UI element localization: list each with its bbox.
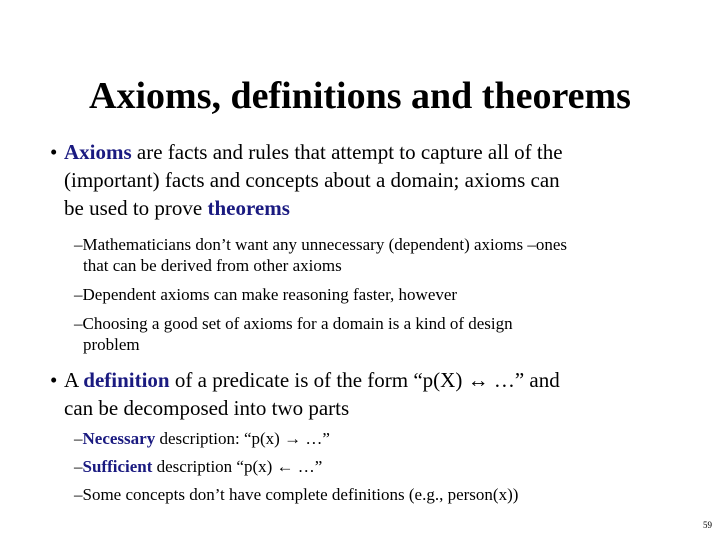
subitem-line-2: problem [83,335,140,354]
subitem-line-1: –Mathematicians don’t want any unnecessary (dependent) axioms –ones [74,235,568,254]
bullet-definition-prefix: A [64,368,84,392]
subitem-line-1 [74,456,704,477]
bullet-definition-line-1 [64,366,704,394]
subitem-dash: – [74,457,83,476]
subitem-necessary [74,428,704,449]
bullet-marker: • [50,368,58,392]
term-definition: definition [83,368,170,392]
subitem-sufficient [74,456,704,477]
subitem-text: description “p(x) ← …” [152,457,323,476]
bullet-axioms-line-1 [64,138,704,166]
subitem-mathematicians [74,234,704,276]
slide-title: Axioms, definitions and theorems [89,75,631,117]
bullet-definition [50,366,704,422]
subitem-line-2: that can be derived from other axioms [83,256,342,275]
bullet-axioms-text: are facts and rules that attempt to capture all of the [131,140,563,164]
subitem-line-1: –Choosing a good set of axioms for a domain is a kind of design [74,314,513,333]
term-necessary: Necessary [82,429,156,448]
term-theorems: theorems [207,196,290,220]
bullet-axioms-line-2: (important) facts and concepts about a domain; axioms can [64,168,560,192]
bullet-marker: • [50,140,58,164]
subitem-dependent-axioms [74,284,704,305]
term-axioms: Axioms [64,140,132,164]
page-number: 59 [703,520,712,530]
subitem-complete-definitions [74,484,704,505]
bullet-definition-text: of a predicate is of the form “p(X) ↔ …” and [169,368,560,392]
subitem-choosing-axioms [74,313,704,355]
bullet-axioms-line-3 [64,194,704,222]
subitem-line-1 [74,428,704,449]
subitem-line-1: –Some concepts don’t have complete definitions (e.g., person(x)) [74,485,519,504]
subitem-line-1: –Dependent axioms can make reasoning faster, however [74,285,458,304]
term-sufficient: Sufficient [82,457,153,476]
subitem-dash: – [74,429,83,448]
bullet-definition-line-2: can be decomposed into two parts [64,396,350,420]
bullet-axioms [50,138,704,222]
subitem-text: description: “p(x) → …” [155,429,330,448]
bullet-axioms-line-3-prefix: be used to prove [64,196,208,220]
